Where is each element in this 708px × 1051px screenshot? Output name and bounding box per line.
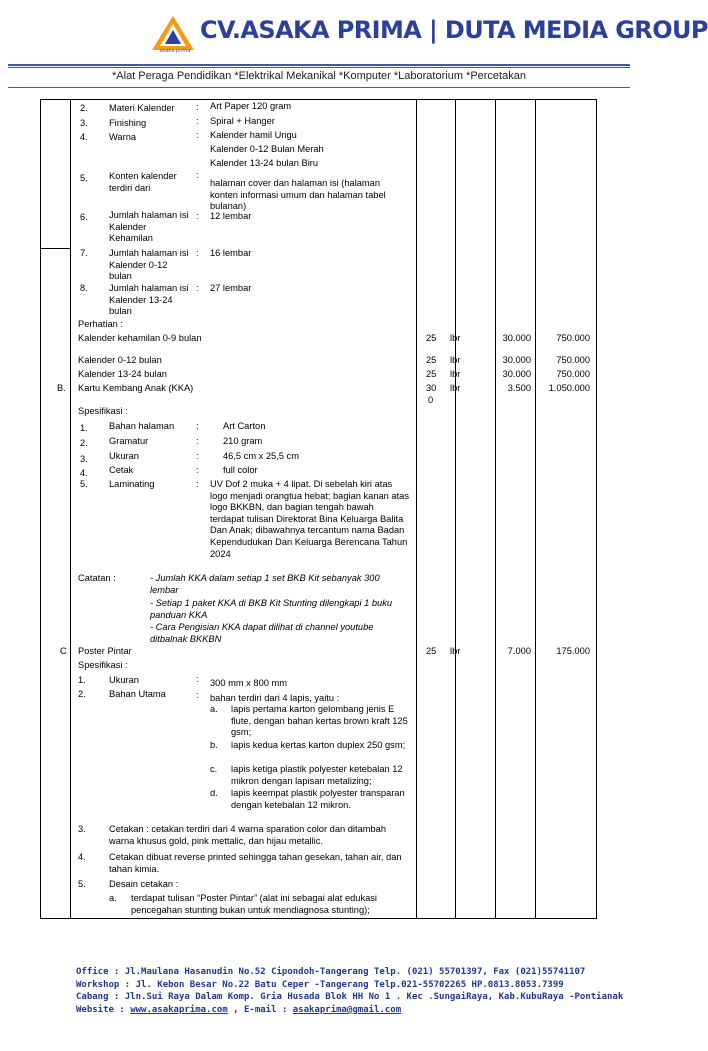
spec-colon: : (196, 102, 199, 112)
layer-text: lapis ketiga plastik polyester ketebalan 12 mikron dengan lapisan metalizing; (231, 764, 403, 786)
spec-label: Ukuran (109, 451, 139, 461)
spec-num: 3. (80, 454, 88, 464)
item-name: Kalender 13-24 bulan (78, 369, 167, 379)
layer-text: lapis pertama karton gelombang jenis E flute, dengan bahan kertas brown kraft 125 gsm; (231, 704, 408, 738)
layer-letter: d. (210, 788, 218, 798)
spec-num: 8. (80, 283, 88, 293)
item-total: 1.050.000 (548, 383, 590, 393)
tagline: *Alat Peraga Pendidikan *Elektrikal Mekanikal *Komputer *Laboratorium *Percetakan (112, 70, 526, 82)
spec-value: Art Paper 120 gram (210, 101, 292, 111)
footer-office: Office : Jl.Maulana Hasanudin No.52 Cipondoh-Tangerang Telp. (021) 55701397, Fax (021)55741107 (76, 967, 586, 977)
footer-contact (76, 1004, 623, 1017)
perhatian-label: Perhatian : (78, 319, 123, 329)
spec-value: Kalender 0-12 Bulan Merah (210, 144, 324, 154)
spec-num: 5. (78, 879, 86, 889)
column-divider (70, 100, 71, 918)
spec-value: bahan terdiri dari 4 lapis, yaitu : (210, 693, 340, 703)
spec-colon: : (196, 421, 199, 431)
spec-text: Cetakan dibuat reverse printed sehingga tahan gesekan, tahan air, dan tahan kimia. (109, 852, 402, 874)
spec-num: 5. (80, 173, 88, 183)
design-text: terdapat tulisan “Poster Pintar” (alat ini sebagai alat edukasi pencegahan stunting bukan untuk mendiagnosa stunting); (131, 893, 377, 915)
header-divider (8, 64, 630, 66)
item-qty: 25 (426, 333, 437, 343)
note-item: - Jumlah KKA dalam setiap 1 set BKB Kit sebanyak 300 lembar (150, 573, 380, 595)
spec-value: 16 lembar (210, 248, 252, 258)
item-price: 30.000 (502, 369, 531, 379)
footer (76, 966, 623, 1016)
column-divider (535, 100, 536, 918)
item-price: 3.500 (507, 383, 531, 393)
website-label: Website : (76, 1004, 131, 1015)
spec-label: Jumlah halaman isi Kalender 13-24 bulan (109, 283, 189, 317)
email-label: , E-mail : (227, 1004, 293, 1015)
spec-num: 5. (80, 479, 88, 489)
layer-letter: b. (210, 740, 218, 750)
spec-colon: : (196, 690, 199, 700)
item-name: Kalender kehamilan 0-9 bulan (78, 333, 202, 343)
item-name: Kalender 0-12 bulan (78, 355, 162, 365)
item-qty: 25 (426, 646, 437, 656)
spec-value: 27 lembar (210, 283, 252, 293)
item-price: 30.000 (502, 355, 531, 365)
spec-label: Gramatur (109, 436, 149, 446)
header-divider (8, 67, 630, 68)
logo-text: asaka prima (159, 48, 191, 54)
spec-colon: : (196, 465, 199, 475)
layer-text: lapis kedua kertas karton duplex 250 gsm; (231, 740, 406, 750)
spec-num: 7. (80, 248, 88, 258)
spec-colon: : (196, 211, 199, 221)
spec-num: 1. (78, 675, 86, 685)
spec-value: 46,5 cm x 25,5 cm (223, 451, 299, 461)
spec-colon: : (196, 436, 199, 446)
spec-text: Desain cetakan : (109, 879, 179, 889)
spec-value: full color (223, 465, 258, 475)
spec-value: 12 lembar (210, 211, 252, 221)
note-item: - Cara Pengisian KKA dapat dilihat di channel youtube ditbalnak BKKBN (150, 622, 374, 644)
spec-label: Finishing (109, 118, 147, 128)
layer-letter: c. (210, 764, 218, 774)
design-letter: a. (109, 893, 117, 903)
column-divider (495, 100, 496, 918)
layer-letter: a. (210, 704, 218, 714)
spec-value: Kalender hamil Ungu (210, 130, 297, 140)
spec-num: 3. (80, 118, 88, 128)
spec-colon: : (196, 116, 199, 126)
item-total: 750.000 (556, 369, 590, 379)
item-total: 750.000 (556, 333, 590, 343)
spec-colon: : (196, 283, 199, 293)
spec-num: 2. (80, 438, 88, 448)
spec-colon: : (196, 130, 199, 140)
item-qty: 30 (426, 383, 437, 393)
item-unit: lbr (450, 369, 461, 379)
spec-colon: : (196, 170, 199, 180)
footer-cabang: Cabang : Jln.Sui Raya Dalam Komp. Gria Husada Blok HH No 1 . Kec .SungaiRaya, Kab.KubuRaya -Pontianak (76, 992, 624, 1003)
spec-colon: : (196, 674, 199, 684)
spec-label: Jumlah halaman isi Kalender Kehamilan (109, 210, 189, 244)
spec-num: 6. (80, 212, 88, 222)
spec-colon: : (196, 451, 199, 461)
email-link[interactable]: asakaprima@gmail.com (292, 1004, 402, 1015)
footer-workshop: Workshop : Jl. Kebon Besar No.22 Batu Ceper -Tangerang Telp.021-55702265 HP.0813.8053.7399 (76, 979, 564, 990)
item-name: Kartu Kembang Anak (KKA) (78, 383, 194, 393)
spec-label: Konten kalender terdiri dari (109, 171, 177, 193)
item-qty: 25 (426, 369, 437, 379)
spec-label: Bahan Utama (109, 689, 166, 699)
spec-value: Kalender 13-24 bulan Biru (210, 158, 319, 168)
spec-value: UV Dof 2 muka + 4 lipat. Di sebelah kiri atas logo menjadi orangtua hebat; bagian kanan atas logo BKKBN, dan bagian tengah bawah terdapat tulisan Direktorat Bina Keluarga Balita Dan Anak; dibawahnya tercantum nama Badan Kependudukan Dan Keluarga Berencana Tahun 2024 (210, 479, 410, 559)
item-qty: 25 (426, 355, 437, 365)
item-unit: lbr (450, 383, 461, 393)
spec-label: Warna (109, 132, 137, 142)
item-number: B. (57, 383, 66, 393)
item-unit: lbr (450, 355, 461, 365)
spec-num: 4. (80, 468, 88, 478)
item-unit: lbr (450, 646, 461, 656)
spec-num: 2. (78, 689, 86, 699)
note-item: - Setiap 1 paket KKA di BKB Kit Stunting dilengkapi 1 buku panduan KKA (150, 598, 393, 620)
row-divider (41, 248, 70, 249)
item-qty: 0 (428, 395, 434, 405)
spec-value: Spiral + Hanger (210, 116, 275, 126)
item-unit: lbr (450, 333, 461, 343)
spec-label: Jumlah halaman isi Kalender 0-12 bulan (109, 248, 189, 282)
item-total: 175.000 (556, 646, 590, 656)
item-price: 30.000 (502, 333, 531, 343)
spec-title: Spesifikasi : (78, 406, 128, 416)
spec-value: 300 mm x 800 mm (210, 678, 287, 688)
spec-text: Cetakan : cetakan terdiri dari 4 warna sparation color dan ditambah warna khusus gold, pink mettalic, dan hijau metallic. (109, 824, 386, 846)
item-number: C (60, 646, 67, 656)
column-divider (416, 100, 417, 918)
spec-value: Art Carton (223, 421, 266, 431)
header-divider (8, 87, 630, 88)
spec-label: Ukuran (109, 675, 139, 685)
spec-num: 4. (78, 852, 86, 862)
website-link[interactable]: www.asakaprima.com (130, 1004, 228, 1015)
spec-value: halaman cover dan halaman isi (halaman konten informasi umum dan halaman tabel bulanan) (210, 178, 386, 212)
spec-label: Cetak (109, 465, 134, 475)
item-price: 7.000 (507, 646, 531, 656)
spec-title: Spesifikasi : (78, 660, 128, 670)
spec-num: 4. (80, 132, 88, 142)
spec-num: 1. (80, 423, 88, 433)
spec-label: Laminating (109, 479, 155, 489)
spec-colon: : (196, 248, 199, 258)
item-total: 750.000 (556, 355, 590, 365)
spec-num: 2. (80, 103, 88, 113)
spec-label: Materi Kalender (109, 103, 175, 113)
company-name: CV.ASAKA PRIMA | DUTA MEDIA GROUP (200, 16, 708, 44)
column-divider (455, 100, 456, 918)
spec-colon: : (196, 479, 199, 489)
spec-label: Bahan halaman (109, 421, 175, 431)
spec-table (40, 99, 597, 919)
spec-num: 3. (78, 824, 86, 834)
item-name: Poster Pintar (78, 646, 132, 656)
layer-text: lapis keempat plastik polyester transparan dengan ketebalan 12 mikron. (231, 788, 405, 810)
note-label: Catatan : (78, 573, 116, 583)
spec-value: 210 gram (223, 436, 263, 446)
